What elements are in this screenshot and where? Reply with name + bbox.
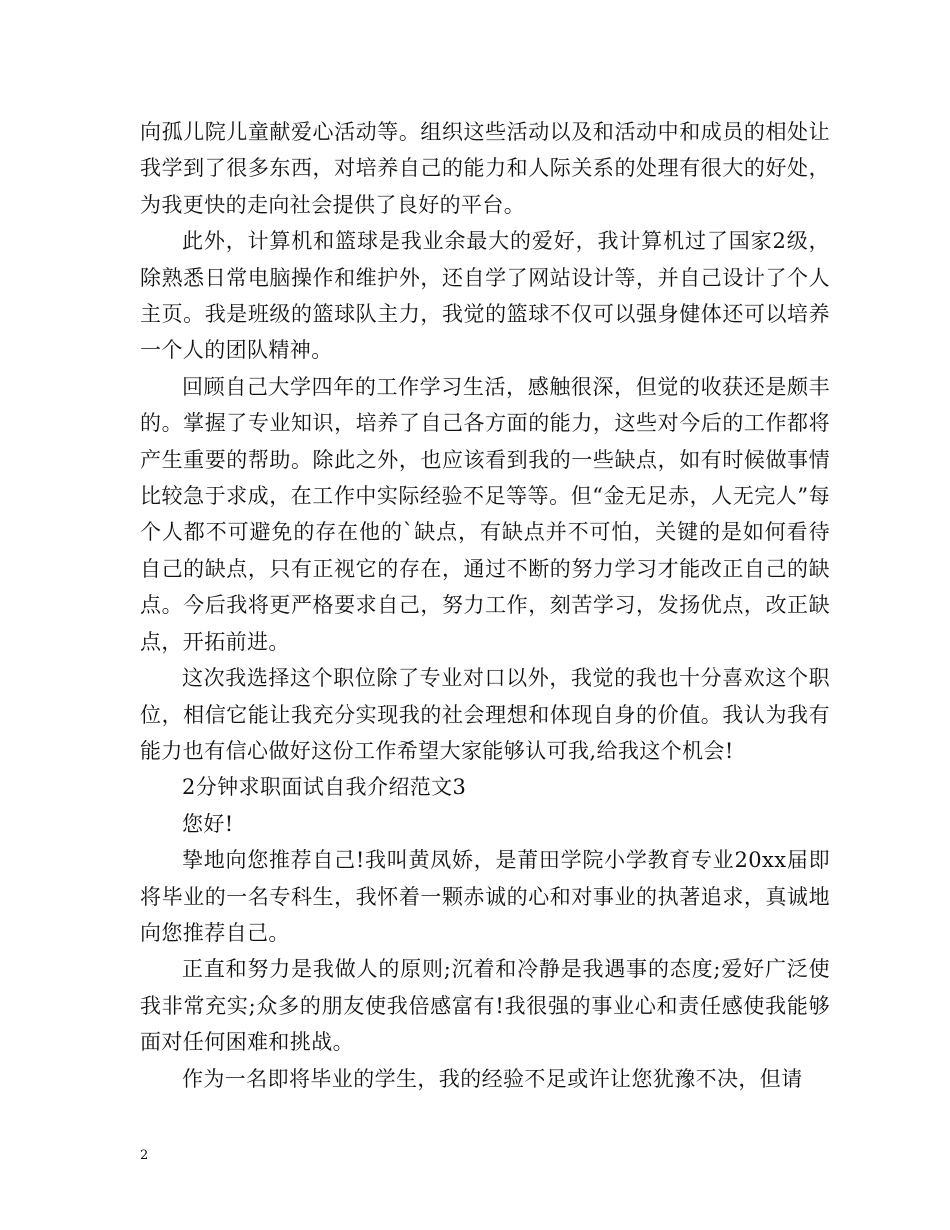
document-body [140, 114, 830, 1097]
paragraph-greeting: 您好! [182, 811, 234, 836]
paragraph-graduate-note: 作为一名即将毕业的学生，我的经验不足或许让您犹豫不决，但请 [182, 1066, 803, 1091]
paragraph-principles: 正直和努力是我做人的原则;沉着和冷静是我遇事的态度;爱好广泛使我非常充实;众多的朋友使我倍感富有!我很强的事业心和责任感使我能够面对任何困难和挑战。 [140, 957, 830, 1055]
page-number: 2 [140, 1148, 149, 1163]
paragraph-university-review: 回顾自己大学四年的工作学习生活，感触很深，但觉的收获还是颇丰的。掌握了专业知识，培养了自己各方面的能力，这些对今后的工作都将产生重要的帮助。除此之外，也应该看到我的一些缺点，如有时候做事情比较急于求成，在工作中实际经验不足等等。但“金无足赤，人无完人”每个人都不可避免的存在他的`缺点，有缺点并不可怕，关键的是如何看待自己的缺点，只有正视它的存在，通过不断的努力学习才能改正自己的缺点。今后我将更严格要求自己，努力工作，刻苦学习，发扬优点，改正缺点，开拓前进。 [140, 374, 830, 654]
paragraph-position-choice: 这次我选择这个职位除了专业对口以外，我觉的我也十分喜欢这个职位，相信它能让我充分实现我的社会理想和体现自身的价值。我认为我有能力也有信心做好这份工作希望大家能够认可我,给我这个机会! [140, 666, 830, 763]
paragraph-volunteer-activities: 向孤儿院儿童献爱心活动等。组织这些活动以及和活动中和成员的相处让我学到了很多东西，对培养自己的能力和人际关系的处理有很大的好处，为我更快的走向社会提供了良好的平台。 [140, 120, 830, 217]
section-heading: 2分钟求职面试自我介绍范文3 [182, 775, 467, 800]
paragraph-hobbies: 此外，计算机和篮球是我业余最大的爱好，我计算机过了国家2级，除熟悉日常电脑操作和维护外，还自学了网站设计等，并自己设计了个人主页。我是班级的篮球队主力，我觉的篮球不仅可以强身健体还可以培养一个人的团队精神。 [140, 229, 830, 363]
paragraph-self-recommendation: 挚地向您推荐自己!我叫黄凤娇，是莆田学院小学教育专业20xx届即将毕业的一名专科生，我怀着一颗赤诚的心和对事业的执著追求，真诚地向您推荐自己。 [140, 848, 830, 945]
